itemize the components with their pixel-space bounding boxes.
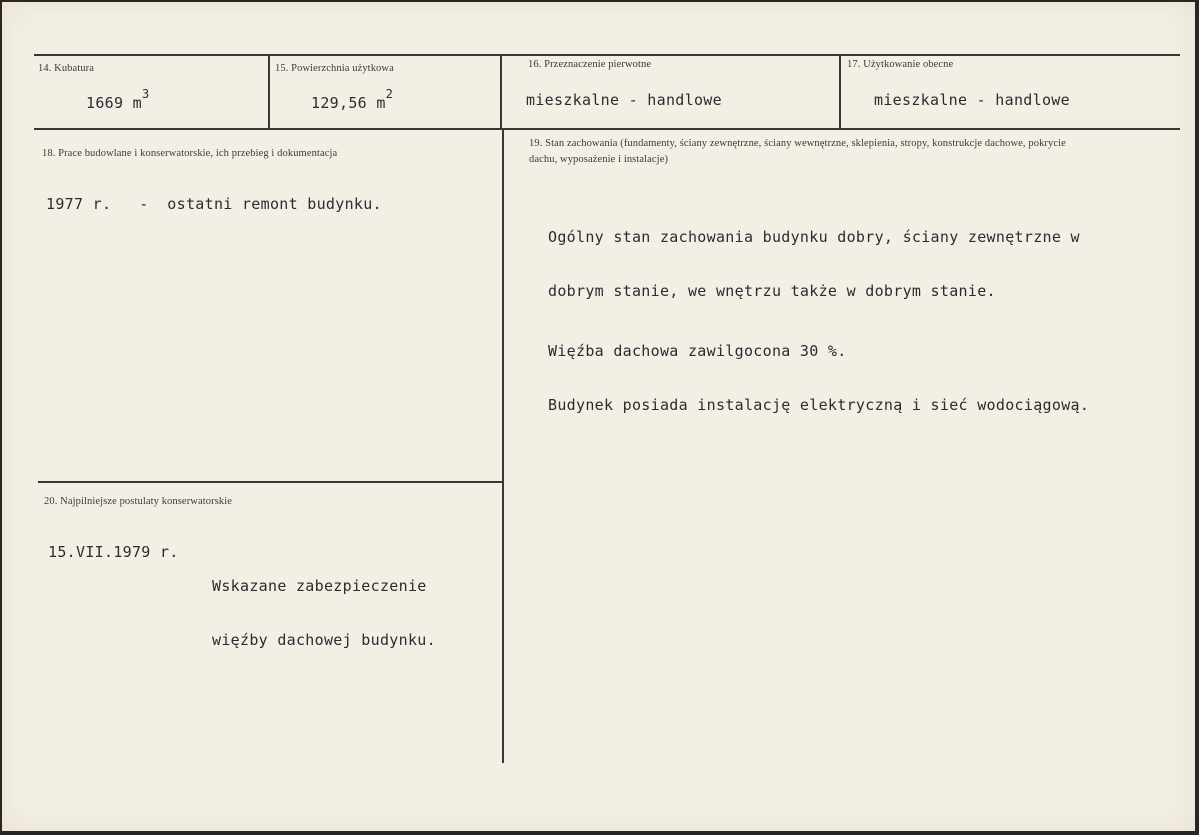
field-15-number: 129,56 m: [311, 94, 386, 112]
field-17-value: mieszkalne - handlowe: [874, 91, 1070, 109]
field-20-line-1: Wskazane zabezpieczenie: [212, 577, 427, 595]
field-20-line-2: więźby dachowej budynku.: [212, 631, 436, 649]
field-19-text: [548, 192, 1089, 450]
field-14-number: 1669 m: [86, 94, 142, 112]
col-divider-14-15: [268, 55, 270, 129]
field-16-label: 16. Przeznaczenie pierwotne: [528, 59, 652, 70]
field-19-line-2: dobrym stanie, we wnętrzu także w dobrym stanie.: [548, 282, 996, 300]
record-card: [2, 2, 1195, 831]
field-18-label: 18. Prace budowlane i konserwatorskie, ich przebieg i dokumentacja: [42, 148, 338, 159]
field-15-unit-exponent: 2: [385, 87, 394, 101]
field-14-label: 14. Kubatura: [38, 63, 95, 74]
field-15-value: [311, 87, 394, 112]
field-16-value: mieszkalne - handlowe: [526, 91, 722, 109]
field-20-label: 20. Najpilniejsze postulaty konserwatorskie: [44, 496, 233, 507]
row-divider-2: [38, 481, 503, 483]
row-divider-1: [34, 128, 1180, 130]
field-15-label: 15. Powierzchnia użytkowa: [275, 63, 394, 74]
field-20-text: [212, 541, 436, 685]
field-19-line-1: Ogólny stan zachowania budynku dobry, ściany zewnętrzne w: [548, 228, 1080, 246]
top-rule: [34, 54, 1180, 56]
field-17-label: 17. Użytkowanie obecne: [847, 59, 954, 70]
field-19-line-4: Budynek posiada instalację elektryczną i sieć wodociągową.: [548, 396, 1090, 414]
col-divider-main: [502, 129, 504, 763]
field-14-unit-exponent: 3: [142, 87, 150, 101]
field-20-date: 15.VII.1979 r.: [48, 543, 179, 561]
field-19-line-3: Więźba dachowa zawilgocona 30 %.: [548, 342, 847, 360]
col-divider-16-17: [839, 55, 841, 129]
field-19-label: 19. Stan zachowania (fundamenty, ściany zewnętrzne, ściany wewnętrzne, sklepienia, stropy, konstrukcje dachowe, pokrycie dachu, wyposażenie i instalacje): [529, 138, 1066, 165]
col-divider-15-16: [500, 55, 502, 129]
field-14-value: [86, 87, 150, 112]
field-18-value: 1977 r. - ostatni remont budynku.: [46, 195, 382, 213]
